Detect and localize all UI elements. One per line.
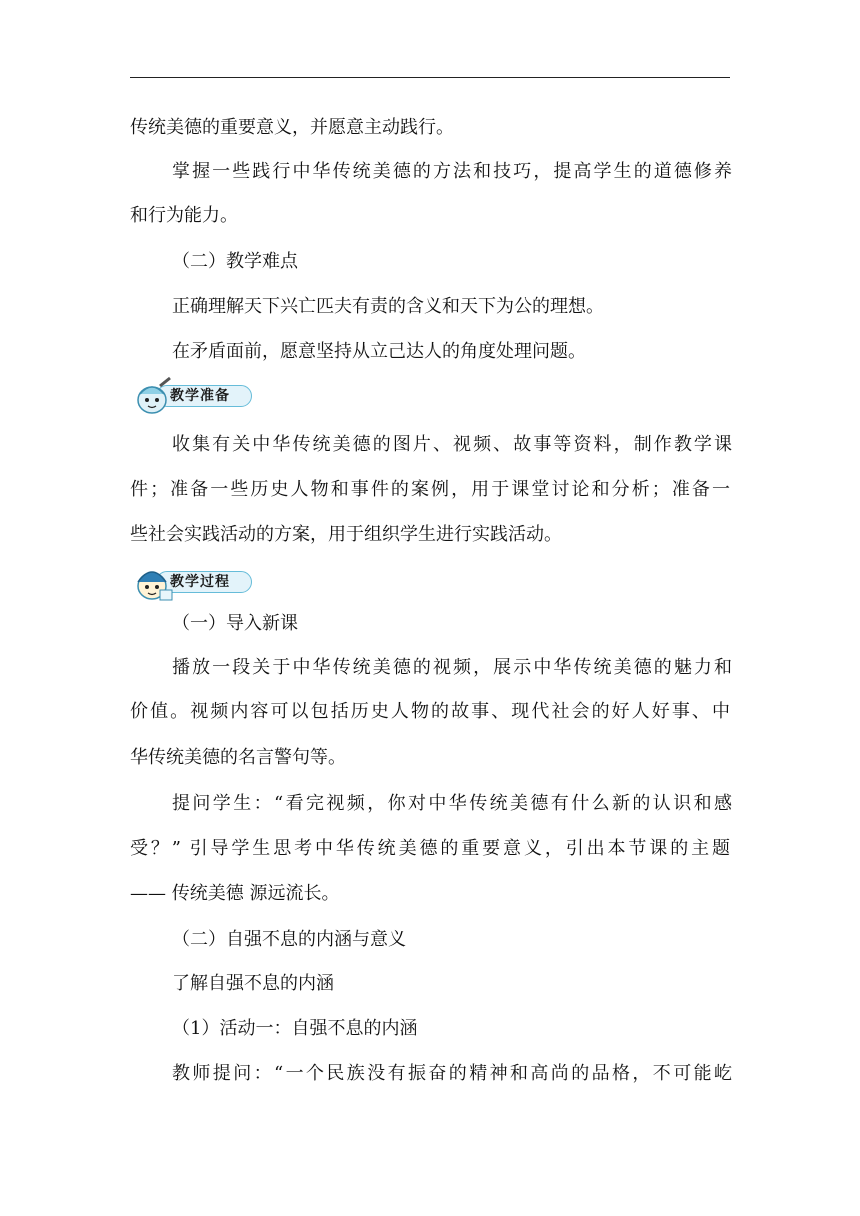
text-line: （1）活动一：自强不息的内涵 <box>172 1018 418 1039</box>
badge-label: 教学过程 <box>170 574 230 590</box>
text-line: 华传统美德的名言警句等。 <box>130 747 346 768</box>
badge-label: 教学准备 <box>170 388 230 404</box>
section-heading: （二）自强不息的内涵与意义 <box>172 929 406 950</box>
text-line: 收集有关中华传统美德的图片、视频、故事等资料，制作教学课 <box>172 434 732 455</box>
badge-teaching-preparation <box>130 376 254 410</box>
text-line: —— 传统美德 源远流长。 <box>130 883 340 904</box>
text-line: 价值。视频内容可以包括历史人物的故事、现代社会的好人好事、中 <box>130 701 730 722</box>
text-line: 件；准备一些历史人物和事件的案例，用于课堂讨论和分析；准备一 <box>130 479 730 500</box>
section-heading: （二）教学难点 <box>172 251 298 272</box>
header-rule <box>130 77 730 78</box>
text-line: 传统美德的重要意义，并愿意主动践行。 <box>130 117 454 138</box>
text-line: 教师提问：“一个民族没有振奋的精神和高尚的品格，不可能屹 <box>172 1063 732 1084</box>
section-heading: （一）导入新课 <box>172 613 298 634</box>
text-line: 受？” 引导学生思考中华传统美德的重要意义，引出本节课的主题 <box>130 838 730 859</box>
text-line: 些社会实践活动的方案，用于组织学生进行实践活动。 <box>130 524 562 545</box>
text-line: 和行为能力。 <box>130 205 238 226</box>
text-line: 提问学生：“看完视频，你对中华传统美德有什么新的认识和感 <box>172 793 732 814</box>
text-line: 播放一段关于中华传统美德的视频，展示中华传统美德的魅力和 <box>172 657 732 678</box>
text-line: 在矛盾面前，愿意坚持从立己达人的角度处理问题。 <box>172 341 586 362</box>
badge-teaching-process <box>130 562 254 596</box>
text-line: 正确理解天下兴亡匹夫有责的含义和天下为公的理想。 <box>172 296 604 317</box>
text-line: 掌握一些践行中华传统美德的方法和技巧，提高学生的道德修养 <box>172 161 732 182</box>
text-line: 了解自强不息的内涵 <box>172 973 334 994</box>
